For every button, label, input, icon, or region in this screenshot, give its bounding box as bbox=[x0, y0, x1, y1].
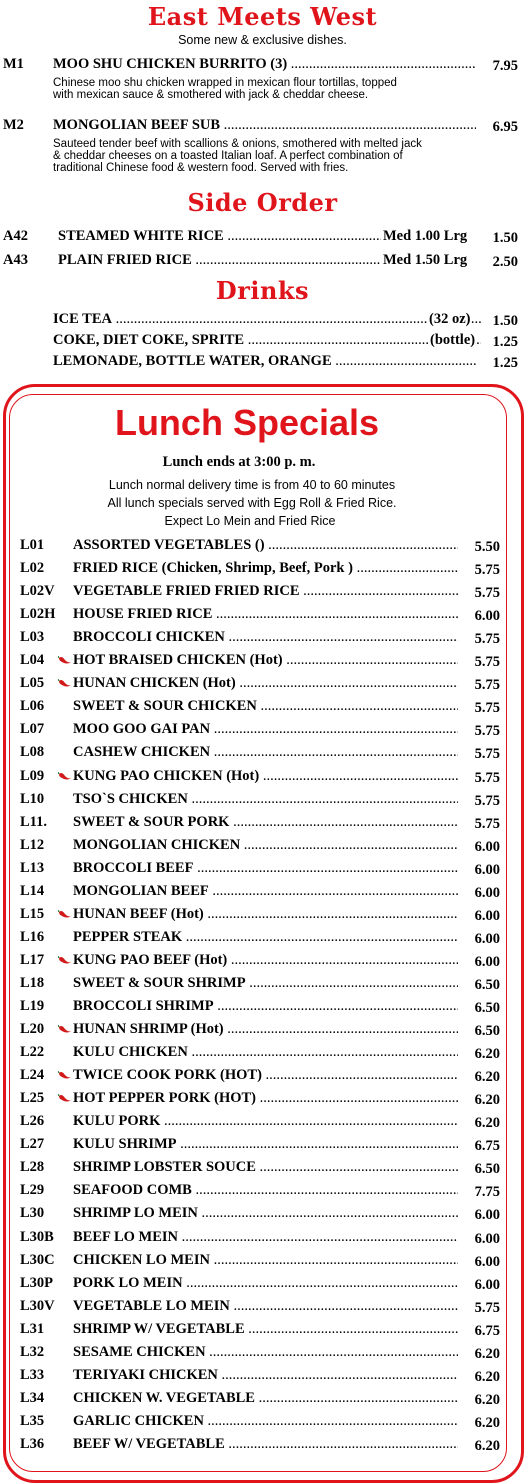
item-name: SESAME CHICKEN ..... bbox=[73, 1344, 458, 1361]
lunch-item-row bbox=[0, 1367, 525, 1387]
item-code: L13 bbox=[20, 860, 45, 876]
item-price: 6.00 bbox=[474, 1231, 500, 1247]
item-price: 5.75 bbox=[474, 677, 500, 693]
item-price: 7.95 bbox=[492, 58, 518, 74]
item-price: 6.00 bbox=[474, 1277, 500, 1293]
lunch-item-row bbox=[0, 583, 525, 603]
item-name: SHRIMP W/ VEGETABLE ..... bbox=[73, 1321, 458, 1338]
lunch-note-delivery: Lunch normal delivery time is from 40 to 60 minutes bbox=[108, 478, 396, 492]
item-price: 5.75 bbox=[474, 631, 500, 647]
item-price: 6.00 bbox=[474, 862, 500, 878]
item-price: 1.50 bbox=[492, 313, 518, 329]
item-price: 6.50 bbox=[474, 1000, 500, 1016]
item-code: L07 bbox=[20, 721, 45, 737]
item-code: L30P bbox=[20, 1275, 54, 1291]
lunch-item-row bbox=[0, 1436, 525, 1456]
lunch-item-row bbox=[0, 952, 525, 972]
lunch-item-row bbox=[0, 1252, 525, 1272]
item-price: 5.75 bbox=[474, 654, 500, 670]
drink-item bbox=[0, 353, 525, 373]
item-code: L19 bbox=[20, 998, 45, 1014]
item-price: 6.00 bbox=[474, 885, 500, 901]
item-code: L17 bbox=[20, 952, 45, 968]
item-price: 6.00 bbox=[474, 931, 500, 947]
item-price: 5.75 bbox=[474, 793, 500, 809]
menu-item-a43 bbox=[0, 252, 525, 272]
item-name: KUNG PAO BEEF (Hot) ..... bbox=[73, 952, 458, 969]
item-name: HUNAN CHICKEN (Hot) ..... bbox=[73, 675, 458, 692]
item-name: MOO SHU CHICKEN BURRITO (3) ..... bbox=[53, 56, 476, 73]
lunch-item-row bbox=[0, 698, 525, 718]
item-code: L02V bbox=[20, 583, 55, 599]
item-code: L35 bbox=[20, 1413, 45, 1429]
item-name: PORK LO MEIN ..... bbox=[73, 1275, 458, 1292]
item-name: SHRIMP LO MEIN ..... bbox=[73, 1205, 458, 1222]
item-name: TWICE COOK PORK (HOT) ..... bbox=[73, 1067, 458, 1084]
chili-pepper-icon bbox=[58, 956, 72, 964]
item-name: ICE TEA ..... bbox=[53, 311, 481, 328]
menu-item-m2 bbox=[0, 117, 525, 137]
lunch-item-row bbox=[0, 998, 525, 1018]
item-price: 6.20 bbox=[474, 1115, 500, 1131]
item-name: HOT PEPPER PORK (HOT) ..... bbox=[73, 1090, 458, 1107]
item-name: TSO`S CHICKEN ..... bbox=[73, 791, 458, 808]
item-price: 6.20 bbox=[474, 1369, 500, 1385]
item-code: M1 bbox=[3, 56, 24, 72]
item-name: BEEF W/ VEGETABLE ..... bbox=[73, 1436, 458, 1453]
item-name: KULU CHICKEN ..... bbox=[73, 1044, 458, 1061]
item-name: MONGOLIAN CHICKEN ..... bbox=[73, 837, 458, 854]
item-name: HOT BRAISED CHICKEN (Hot) ..... bbox=[73, 652, 458, 669]
item-code: L05 bbox=[20, 675, 45, 691]
item-code: L06 bbox=[20, 698, 45, 714]
item-price: 6.50 bbox=[474, 977, 500, 993]
lunch-item-row bbox=[0, 560, 525, 580]
lunch-item-row bbox=[0, 768, 525, 788]
item-code: L30C bbox=[20, 1252, 55, 1268]
item-price: 5.75 bbox=[474, 746, 500, 762]
lunch-item-row bbox=[0, 1067, 525, 1087]
item-name: SWEET & SOUR SHRIMP ..... bbox=[73, 975, 458, 992]
item-name: CHICKEN LO MEIN ..... bbox=[73, 1252, 458, 1269]
item-code: L02H bbox=[20, 606, 56, 622]
item-price: 5.75 bbox=[474, 770, 500, 786]
item-name: ASSORTED VEGETABLES () ..... bbox=[73, 537, 458, 554]
lunch-item-row bbox=[0, 791, 525, 811]
item-price: 5.75 bbox=[474, 816, 500, 832]
item-code: M2 bbox=[3, 117, 24, 133]
item-code: L29 bbox=[20, 1182, 45, 1198]
item-price: 6.00 bbox=[474, 908, 500, 924]
drink-item bbox=[0, 311, 525, 331]
item-code: L20 bbox=[20, 1021, 45, 1037]
item-code: L34 bbox=[20, 1390, 45, 1406]
item-name: CASHEW CHICKEN ..... bbox=[73, 744, 458, 761]
item-price: 6.00 bbox=[474, 608, 500, 624]
lunch-item-row bbox=[0, 675, 525, 695]
item-price: 5.75 bbox=[474, 562, 500, 578]
item-name: SHRIMP LOBSTER SOUCE ..... bbox=[73, 1159, 458, 1176]
item-name: SWEET & SOUR CHICKEN ..... bbox=[73, 698, 458, 715]
item-description bbox=[53, 138, 483, 174]
lunch-item-row bbox=[0, 629, 525, 649]
item-name: MOO GOO GAI PAN ..... bbox=[73, 721, 458, 738]
east-meets-west-title: East Meets West bbox=[147, 2, 378, 31]
item-code: L04 bbox=[20, 652, 45, 668]
item-name: VEGETABLE FRIED FRIED RICE ..... bbox=[73, 583, 458, 600]
item-code: L18 bbox=[20, 975, 45, 991]
lunch-item-row bbox=[0, 1136, 525, 1156]
item-code: L26 bbox=[20, 1113, 45, 1129]
item-name: PLAIN FRIED RICE ..... bbox=[58, 252, 383, 269]
chili-pepper-icon bbox=[58, 679, 72, 687]
item-code: A42 bbox=[3, 228, 28, 244]
item-price: 6.20 bbox=[474, 1415, 500, 1431]
item-code: L28 bbox=[20, 1159, 45, 1175]
lunch-item-row bbox=[0, 744, 525, 764]
lunch-item-row bbox=[0, 860, 525, 880]
lunch-item-row bbox=[0, 929, 525, 949]
item-size: (32 oz) bbox=[429, 311, 471, 327]
item-price: 5.50 bbox=[474, 539, 500, 555]
lunch-item-row bbox=[0, 1344, 525, 1364]
item-price: 5.75 bbox=[474, 1300, 500, 1316]
item-name: STEAMED WHITE RICE ..... bbox=[58, 228, 383, 245]
item-size: Med 1.00 Lrg bbox=[383, 228, 468, 244]
item-code: A43 bbox=[3, 252, 28, 268]
drink-item bbox=[0, 332, 525, 352]
lunch-item-row bbox=[0, 1090, 525, 1110]
item-name: BEEF LO MEIN ..... bbox=[73, 1229, 458, 1246]
item-price: 5.75 bbox=[474, 723, 500, 739]
item-code: L31 bbox=[20, 1321, 45, 1337]
chili-pepper-icon bbox=[58, 1025, 72, 1033]
item-code: L22 bbox=[20, 1044, 45, 1060]
lunch-note-served: All lunch specials served with Egg Roll & Fried Rice. bbox=[107, 496, 397, 510]
item-price: 5.75 bbox=[474, 585, 500, 601]
item-name: TERIYAKI CHICKEN ..... bbox=[73, 1367, 458, 1384]
lunch-item-row bbox=[0, 883, 525, 903]
lunch-item-row bbox=[0, 1321, 525, 1341]
item-name: GARLIC CHICKEN ..... bbox=[73, 1413, 458, 1430]
desc-line: traditional Chinese food & western food. Served with fries. bbox=[53, 162, 349, 174]
side-order-title: Side Order bbox=[187, 188, 338, 217]
item-price: 7.75 bbox=[474, 1184, 500, 1200]
item-price: 6.00 bbox=[474, 1207, 500, 1223]
item-price: 6.20 bbox=[474, 1438, 500, 1454]
item-name: HUNAN BEEF (Hot) ..... bbox=[73, 906, 458, 923]
lunch-ends: Lunch ends at 3:00 p. m. bbox=[162, 454, 316, 470]
item-name: BROCCOLI CHICKEN ..... bbox=[73, 629, 458, 646]
menu-item-a42 bbox=[0, 228, 525, 248]
desc-line: Sauteed tender beef with scallions & onions, smothered with melted jack bbox=[53, 138, 422, 150]
lunch-item-row bbox=[0, 1182, 525, 1202]
lunch-specials-title: Lunch Specials bbox=[114, 402, 380, 443]
item-code: L32 bbox=[20, 1344, 45, 1360]
item-code: L27 bbox=[20, 1136, 45, 1152]
menu-item-m1 bbox=[0, 56, 525, 76]
item-code: L08 bbox=[20, 744, 45, 760]
item-name: HUNAN SHRIMP (Hot) ..... bbox=[73, 1021, 458, 1038]
item-price: 6.50 bbox=[474, 1161, 500, 1177]
item-name: BROCCOLI BEEF ..... bbox=[73, 860, 458, 877]
item-code: L25 bbox=[20, 1090, 45, 1106]
item-name: SWEET & SOUR PORK ..... bbox=[73, 814, 458, 831]
item-price: 6.20 bbox=[474, 1069, 500, 1085]
desc-line: with mexican sauce & smothered with jack & cheddar cheese. bbox=[53, 89, 369, 101]
item-price: 6.50 bbox=[474, 1023, 500, 1039]
item-code: L16 bbox=[20, 929, 45, 945]
item-code: L12 bbox=[20, 837, 45, 853]
lunch-item-row bbox=[0, 1298, 525, 1318]
item-price: 6.20 bbox=[474, 1346, 500, 1362]
lunch-item-row bbox=[0, 721, 525, 741]
item-price: 1.50 bbox=[492, 230, 518, 246]
item-name: VEGETABLE LO MEIN ..... bbox=[73, 1298, 458, 1315]
item-code: L30B bbox=[20, 1229, 54, 1245]
item-name: KULU SHRIMP ..... bbox=[73, 1136, 458, 1153]
item-description bbox=[53, 77, 483, 101]
lunch-item-row bbox=[0, 1229, 525, 1249]
lunch-item-row bbox=[0, 1044, 525, 1064]
item-name: BROCCOLI SHRIMP ..... bbox=[73, 998, 458, 1015]
chili-pepper-icon bbox=[58, 1094, 72, 1102]
item-name: KUNG PAO CHICKEN (Hot) ..... bbox=[73, 768, 458, 785]
item-price: 6.20 bbox=[474, 1392, 500, 1408]
item-code: L01 bbox=[20, 537, 45, 553]
item-code: L15 bbox=[20, 906, 45, 922]
item-name: LEMONADE, BOTTLE WATER, ORANGE ..... bbox=[53, 353, 476, 370]
item-code: L03 bbox=[20, 629, 45, 645]
item-price: 6.95 bbox=[492, 119, 518, 135]
drinks-title: Drinks bbox=[215, 276, 310, 305]
item-price: 6.20 bbox=[474, 1046, 500, 1062]
item-size: (bottle) bbox=[430, 332, 476, 348]
item-price: 2.50 bbox=[492, 254, 518, 270]
chili-pepper-icon bbox=[58, 656, 72, 664]
lunch-item-row bbox=[0, 537, 525, 557]
lunch-item-row bbox=[0, 1113, 525, 1133]
item-price: 6.20 bbox=[474, 1092, 500, 1108]
item-size: Med 1.50 Lrg bbox=[383, 252, 468, 268]
lunch-item-row bbox=[0, 1205, 525, 1225]
lunch-item-row bbox=[0, 1159, 525, 1179]
chili-pepper-icon bbox=[58, 772, 72, 780]
item-name: COKE, DIET COKE, SPRITE ..... bbox=[53, 332, 481, 349]
item-price: 6.75 bbox=[474, 1138, 500, 1154]
item-price: 1.25 bbox=[492, 355, 518, 371]
item-name: CHICKEN W. VEGETABLE ..... bbox=[73, 1390, 458, 1407]
item-price: 1.25 bbox=[492, 334, 518, 350]
lunch-item-row bbox=[0, 837, 525, 857]
item-name: SEAFOOD COMB ..... bbox=[73, 1182, 458, 1199]
chili-pepper-icon bbox=[58, 1071, 72, 1079]
chili-pepper-icon bbox=[58, 910, 72, 918]
desc-line: & cheddar cheeses on a toasted Italian loaf. A perfect combination of bbox=[53, 150, 403, 162]
lunch-item-row bbox=[0, 606, 525, 626]
desc-line: Chinese moo shu chicken wrapped in mexican flour tortillas, topped bbox=[53, 77, 397, 89]
item-name: HOUSE FRIED RICE ..... bbox=[73, 606, 458, 623]
item-name: MONGOLIAN BEEF ..... bbox=[73, 883, 458, 900]
item-price: 6.00 bbox=[474, 954, 500, 970]
item-price: 6.00 bbox=[474, 1254, 500, 1270]
item-price: 5.75 bbox=[474, 700, 500, 716]
lunch-item-row bbox=[0, 1275, 525, 1295]
lunch-item-row bbox=[0, 975, 525, 995]
item-code: L36 bbox=[20, 1436, 45, 1452]
item-price: 6.75 bbox=[474, 1323, 500, 1339]
item-code: L14 bbox=[20, 883, 45, 899]
lunch-item-row bbox=[0, 1021, 525, 1041]
item-name: MONGOLIAN BEEF SUB ..... bbox=[53, 117, 476, 134]
item-code: L10 bbox=[20, 791, 45, 807]
item-name: KULU PORK ..... bbox=[73, 1113, 458, 1130]
item-code: L24 bbox=[20, 1067, 45, 1083]
item-code: L09 bbox=[20, 768, 45, 784]
item-code: L02 bbox=[20, 560, 45, 576]
item-code: L30V bbox=[20, 1298, 55, 1314]
item-code: L33 bbox=[20, 1367, 45, 1383]
item-code: L30 bbox=[20, 1205, 45, 1221]
lunch-item-row bbox=[0, 1390, 525, 1410]
lunch-note-expect: Expect Lo Mein and Fried Rice bbox=[164, 514, 336, 528]
lunch-item-row bbox=[0, 652, 525, 672]
item-code: L11. bbox=[20, 814, 47, 830]
item-name: PEPPER STEAK ..... bbox=[73, 929, 458, 946]
lunch-item-row bbox=[0, 814, 525, 834]
item-name: FRIED RICE (Chicken, Shrimp, Beef, Pork ) ..... bbox=[73, 560, 458, 577]
lunch-item-row bbox=[0, 1413, 525, 1433]
lunch-item-row bbox=[0, 906, 525, 926]
east-subtitle: Some new & exclusive dishes. bbox=[178, 33, 347, 47]
item-price: 6.00 bbox=[474, 839, 500, 855]
